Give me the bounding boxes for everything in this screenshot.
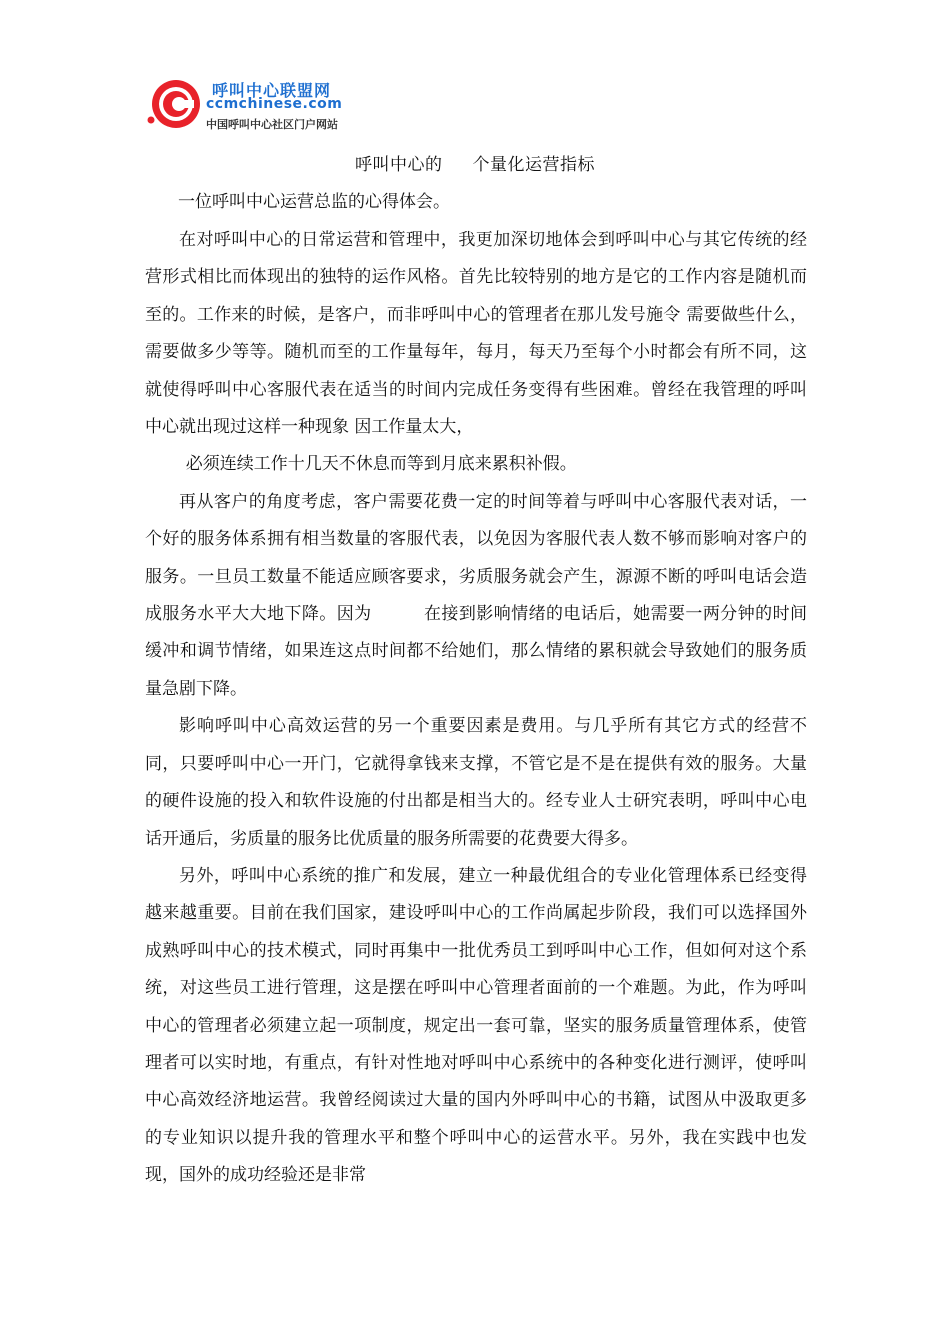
document-subtitle: 一位呼叫中心运营总监的心得体会。 bbox=[178, 192, 450, 212]
logo-title: 呼叫中心联盟网 bbox=[212, 81, 332, 100]
title-part1: 呼叫中心的 bbox=[355, 155, 443, 175]
paragraph-text: 再从客户的角度考虑，客户需要花费一定的时间等着与呼叫中心客服代表对话，一个好的服务体系拥有相当数量的客服代表，以免因为客服代表人数不够而影响对客户的服务。一旦员工数量不能适应顾客要求，劣质服务就会产生，源源不断的呼叫电话会造成服务水平大大地下降。因为 bbox=[145, 491, 807, 625]
paragraph: 必须连续工作十几天不休息而等到月底来累积补假。 bbox=[185, 454, 577, 475]
paragraph bbox=[145, 484, 807, 708]
site-logo bbox=[146, 74, 376, 136]
paragraph: 另外，呼叫中心系统的推广和发展，建立一种最优组合的专业化管理体系已经变得越来越重要。目前在我们国家，建设呼叫中心的工作尚属起步阶段，我们可以选择国外成熟呼叫中心的技术模式，同时再集中一批优秀员工到呼叫中心工作，但如何对这个系统，对这些员工进行管理，这是摆在呼叫中心管理者面前的一个难题。为此，作为呼叫中心的管理者必须建立起一项制度，规定出一套可靠，坚实的服务质量管理体系，使管理者可以实时地，有重点，有针对性地对呼叫中心系统中的各种变化进行测评，使呼叫中心高效经济地运营。我曾经阅读过大量的国内外呼叫中心的书籍，试图从中汲取更多的专业知识以提升我的管理水平和整个呼叫中心的运营水平。另外，我在实践中也发现，国外的成功经验还是非常 bbox=[145, 865, 807, 1186]
title-part2: 个量化运营指标 bbox=[472, 155, 595, 175]
document-body bbox=[145, 222, 807, 1195]
logo-tagline: 中国呼叫中心社区门户网站 bbox=[206, 118, 338, 131]
document-title bbox=[0, 150, 950, 175]
c-letter-logo-icon bbox=[146, 76, 202, 132]
logo-domain: ccmchinese.com bbox=[206, 96, 343, 112]
paragraph: 在对呼叫中心的日常运营和管理中，我更加深切地体会到呼叫中心与其它传统的经营形式相比而体现出的独特的运作风格。首先比较特别的地方是它的工作内容是随机而至的。工作来的时候，是客户，而非呼叫中心的管理者在那儿发号施令 需要做些什么，需要做多少等等。随机而至的工作量每年，每月，每天乃至每个小时都会有所不同，这就使得呼叫中心客服代表在适当的时间内完成任务变得有些困难。曾经在我管理的呼叫中心就出现过这样一种现象 因工作量太大， bbox=[145, 230, 807, 438]
paragraph-text: 在接到影响情绪的电话后，她需要一两分钟的时间缓冲和调节情绪，如果连这点时间都不给她们，那么情绪的累积就会导致她们的服务质量急剧下降。 bbox=[145, 604, 808, 699]
paragraph: 影响呼叫中心高效运营的另一个重要因素是费用。与几乎所有其它方式的经营不同，只要呼叫中心一开门，它就得拿钱来支撑，不管它是不是在提供有效的服务。大量的硬件设施的投入和软件设施的付出都是相当大的。经专业人士研究表明，呼叫中心电话开通后，劣质量的服务比优质量的服务所需要的花费要大得多。 bbox=[145, 716, 807, 849]
